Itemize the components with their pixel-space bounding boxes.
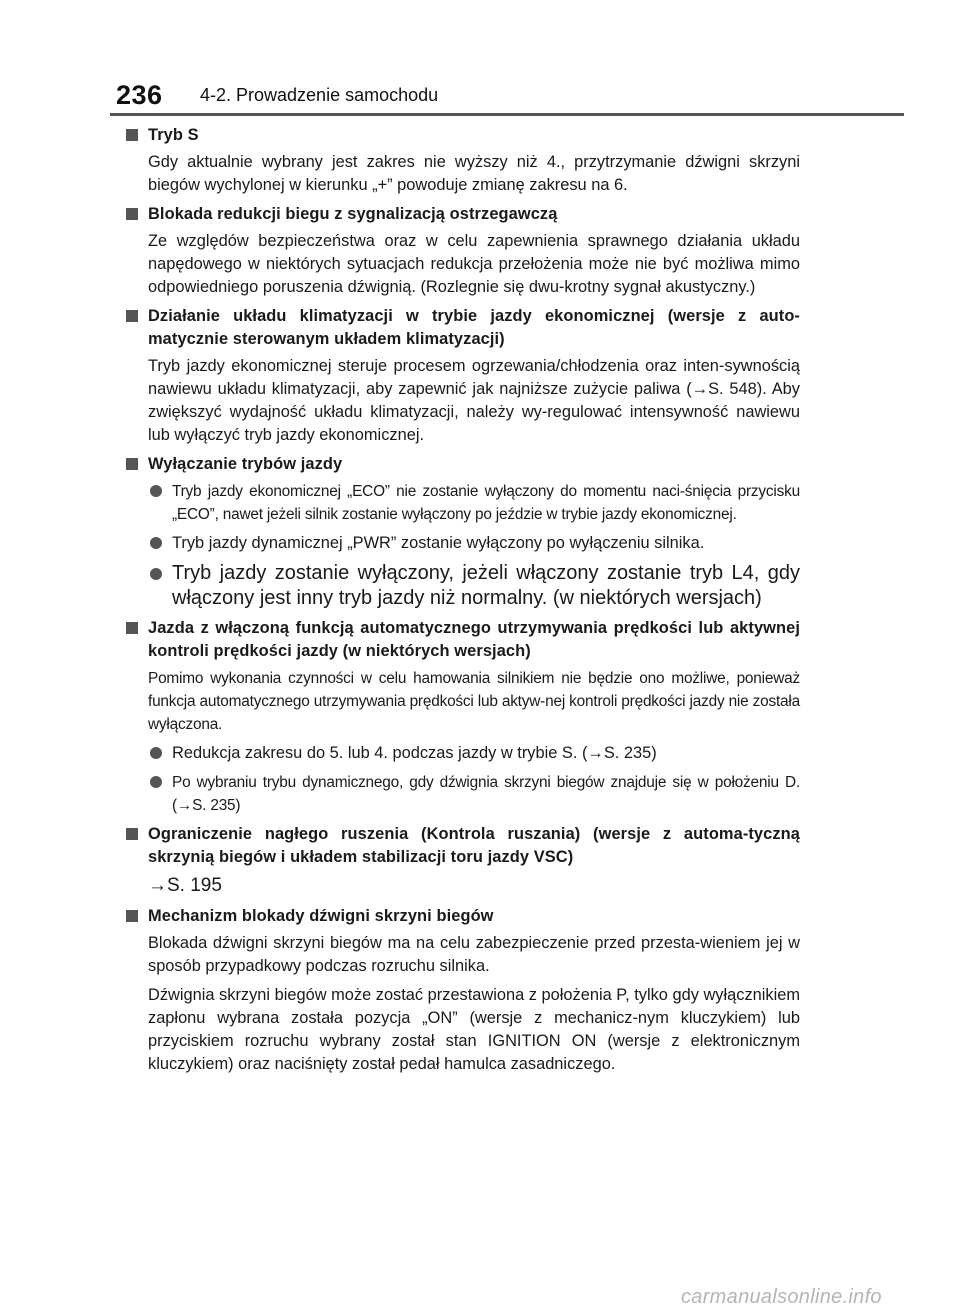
page-number: 236 — [116, 80, 163, 110]
section-heading: Ograniczenie nagłego ruszenia (Kontrola ruszania) (wersje z automa-tyczną skrzynią biegów i układem stabilizacji toru jazdy VSC) — [126, 823, 800, 869]
page-header — [0, 0, 960, 116]
round-bullet-icon — [150, 485, 162, 497]
page-content — [126, 124, 800, 1082]
list-item: Tryb jazdy ekonomicznej „ECO” nie zostanie wyłączony do momentu naci-śnięcia przycisku „ECO”, nawet jeżeli silnik zostanie wyłączony po jeździe w trybie jazdy ekonomicznej. — [148, 480, 800, 526]
section-downshift-lock — [126, 203, 800, 299]
square-bullet-icon — [126, 208, 138, 220]
round-bullet-icon — [150, 568, 162, 580]
square-bullet-icon — [126, 310, 138, 322]
header-divider — [110, 113, 904, 116]
paragraph: Gdy aktualnie wybrany jest zakres nie wyższy niż 4., przytrzymanie dźwigni skrzyni biegów wychylonej w kierunku „+” powoduje zmianę zakresu na 6. — [148, 153, 800, 194]
section-heading: Działanie układu klimatyzacji w trybie jazdy ekonomicznej (wersje z auto-matycznie sterowanym układem klimatyzacji) — [126, 305, 800, 351]
section-tryb-s — [126, 124, 800, 197]
square-bullet-icon — [126, 458, 138, 470]
page-reference: →S. 195 — [148, 875, 222, 896]
paragraph: Dźwignia skrzyni biegów może zostać przestawiona z położenia P, tylko gdy wyłącznikiem zapłonu wybrana została pozycja „ON” (wersje z mechanicz-nym kluczykiem) lub przyciskiem rozruchu wybrany został stan IGNITION ON (wersje z elektronicznym kluczykiem) oraz naciśnięty został pedał hamulca zasadniczego. — [148, 986, 800, 1073]
watermark: carmanualsonline.info — [681, 1286, 882, 1308]
list-item: Redukcja zakresu do 5. lub 4. podczas jazdy w trybie S. (→S. 235) — [148, 742, 800, 765]
section-heading: Jazda z włączoną funkcją automatycznego utrzymywania prędkości lub aktywnej kontroli prędkości jazdy (w niektórych wersjach) — [126, 617, 800, 663]
section-drive-mode-off — [126, 453, 800, 611]
round-bullet-icon — [150, 747, 162, 759]
paragraph: Tryb jazdy ekonomicznej steruje procesem ogrzewania/chłodzenia oraz inten-sywnością nawiewu układu klimatyzacji, aby zapewnić jak najniższe zużycie paliwa (→S. 548). Aby zwiększyć wydajność układu klimatyzacji, należy wy-regulować intensywność nawiewu lub wyłączyć tryb jazdy ekonomicznej. — [148, 357, 800, 444]
section-shift-lock — [126, 905, 800, 1076]
list-item: Po wybraniu trybu dynamicznego, gdy dźwignia skrzyni biegów znajduje się w położeniu D. (→S. 235) — [148, 771, 800, 817]
list-item: Tryb jazdy zostanie wyłączony, jeżeli włączony zostanie tryb L4, gdy włączony jest inny tryb jazdy niż normalny. (w niektórych wersjach) — [148, 561, 800, 611]
section-cruise-control — [126, 617, 800, 817]
round-bullet-icon — [150, 537, 162, 549]
square-bullet-icon — [126, 910, 138, 922]
section-heading: Mechanizm blokady dźwigni skrzyni biegów — [126, 905, 800, 928]
round-bullet-icon — [150, 776, 162, 788]
section-heading: Blokada redukcji biegu z sygnalizacją ostrzegawczą — [126, 203, 800, 226]
list-item: Tryb jazdy dynamicznej „PWR” zostanie wyłączony po wyłączeniu silnika. — [148, 532, 800, 555]
square-bullet-icon — [126, 622, 138, 634]
section-heading: Tryb S — [126, 124, 800, 147]
section-heading: Wyłączanie trybów jazdy — [126, 453, 800, 476]
paragraph: Ze względów bezpieczeństwa oraz w celu zapewnienia sprawnego działania układu napędowego w niektórych sytuacjach redukcja przełożenia może nie być możliwa mimo odpowiedniego poruszenia dźwignią. (Rozlegnie się dwu-krotny sygnał akustyczny.) — [148, 232, 800, 296]
square-bullet-icon — [126, 129, 138, 141]
section-climate-eco — [126, 305, 800, 447]
section-title: 4-2. Prowadzenie samochodu — [200, 85, 439, 105]
square-bullet-icon — [126, 828, 138, 840]
paragraph: Pomimo wykonania czynności w celu hamowania silnikiem nie będzie ono możliwe, ponieważ funkcja automatycznego utrzymywania prędkości lub aktyw-nej kontroli prędkości jazdy nie została wyłączona. — [148, 670, 800, 733]
section-start-control — [126, 823, 800, 899]
paragraph: Blokada dźwigni skrzyni biegów ma na celu zabezpieczenie przed przesta-wieniem jej w sposób przypadkowy podczas rozruchu silnika. — [148, 934, 800, 975]
